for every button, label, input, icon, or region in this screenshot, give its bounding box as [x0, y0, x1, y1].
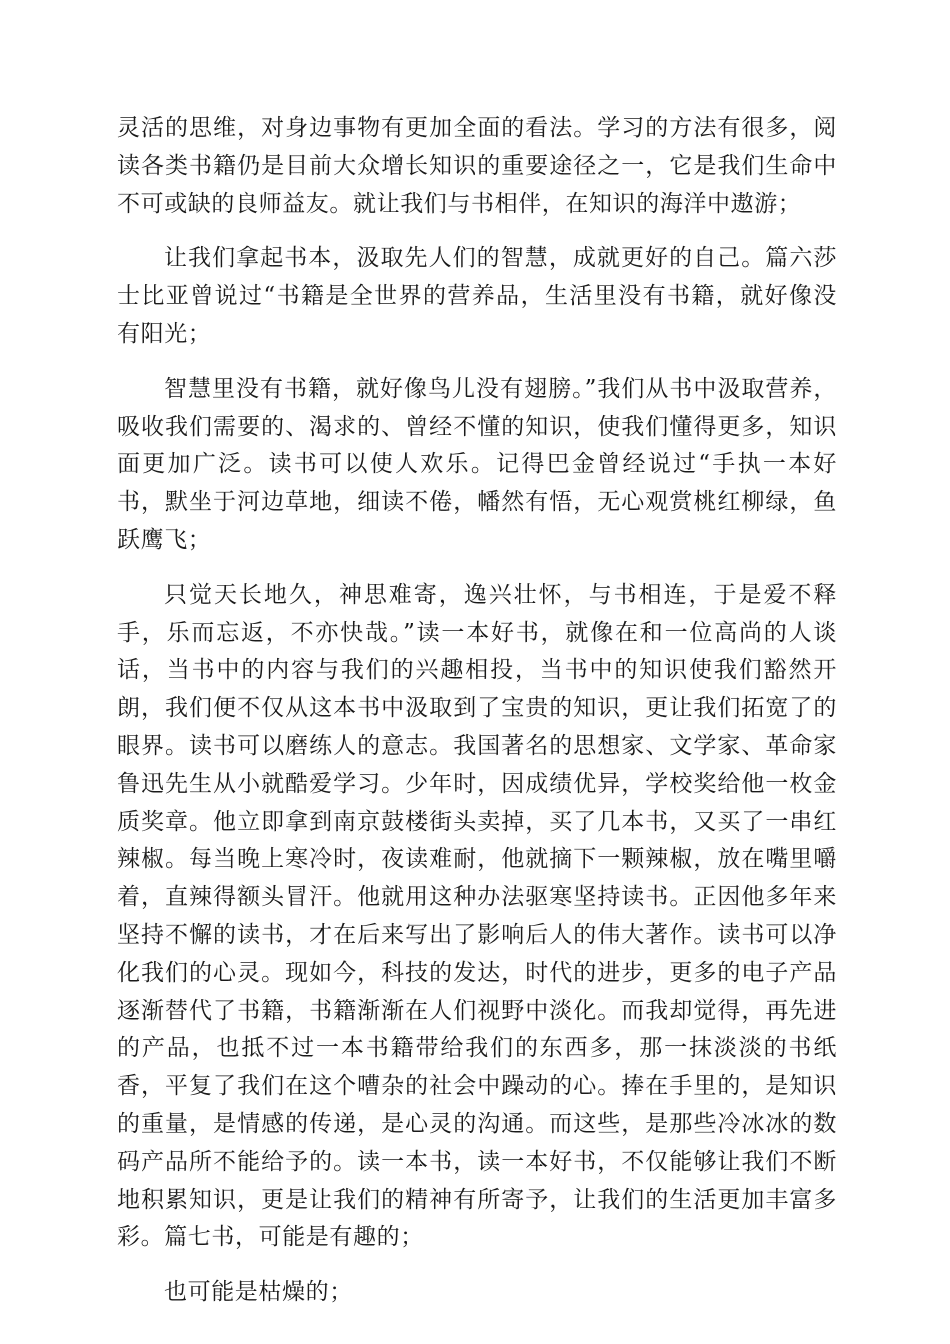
paragraph-4: 只觉天长地久，神思难寄，逸兴壮怀，与书相连，于是爱不释手，乐而忘返，不亦快哉。”读一本好书，就像在和一位高尚的人谈话，当书中的内容与我们的兴趣相投，当书中的知识使我们豁然开朗，我们便不仅从这本书中汲取到了宝贵的知识，更让我们拓宽了的眼界。读书可以磨练人的意志。我国著名的思想家、文学家、革命家鲁迅先生从小就酷爱学习。少年时，因成绩优异，学校奖给他一枚金质奖章。他立即拿到南京鼓楼街头卖掉，买了几本书，又买了一串红辣椒。每当晚上寒冷时，夜读难耐，他就摘下一颗辣椒，放在嘴里嚼着，直辣得额头冒汗。他就用这种办法驱寒坚持读书。正因他多年来坚持不懈的读书，才在后来写出了影响后人的伟大著作。读书可以净化我们的心灵。现如今，科技的发达，时代的进步，更多的电子产品逐渐替代了书籍，书籍渐渐在人们视野中淡化。而我却觉得，再先进的产品，也抵不过一本书籍带给我们的东西多，那一抹淡淡的书纸香，平复了我们在这个嘈杂的社会中躁动的心。捧在手里的，是知识的重量，是情感的传递，是心灵的沟通。而这些，是那些冷冰冰的数码产品所不能给予的。读一本书，读一本好书，不仅能够让我们不断地积累知识，更是让我们的精神有所寄予，让我们的生活更加丰富多彩。篇七书，可能是有趣的；	[117, 581, 837, 1251]
body-text	[117, 110, 837, 1312]
paragraph-5: 也可能是枯燥的；	[164, 1279, 353, 1306]
paragraph-2: 让我们拿起书本，汲取先人们的智慧，成就更好的自己。篇六莎士比亚曾说过“书籍是全世界的营养品，生活里没有书籍，就好像没有阳光；	[117, 245, 837, 347]
paragraph-1: 灵活的思维，对身边事物有更加全面的看法。学习的方法有很多，阅读各类书籍仍是目前大众增长知识的重要途径之一，它是我们生命中不可或缺的良师益友。就让我们与书相伴，在知识的海洋中遨游；	[117, 115, 837, 217]
paragraph-3: 智慧里没有书籍，就好像鸟儿没有翅膀。”我们从书中汲取营养，吸收我们需要的、渴求的、曾经不懂的知识，使我们懂得更多，知识面更加广泛。读书可以使人欢乐。记得巴金曾经说过“手执一本好书，默坐于河边草地，细读不倦，幡然有悟，无心观赏桃红柳绿，鱼跃鹰飞；	[117, 375, 837, 553]
